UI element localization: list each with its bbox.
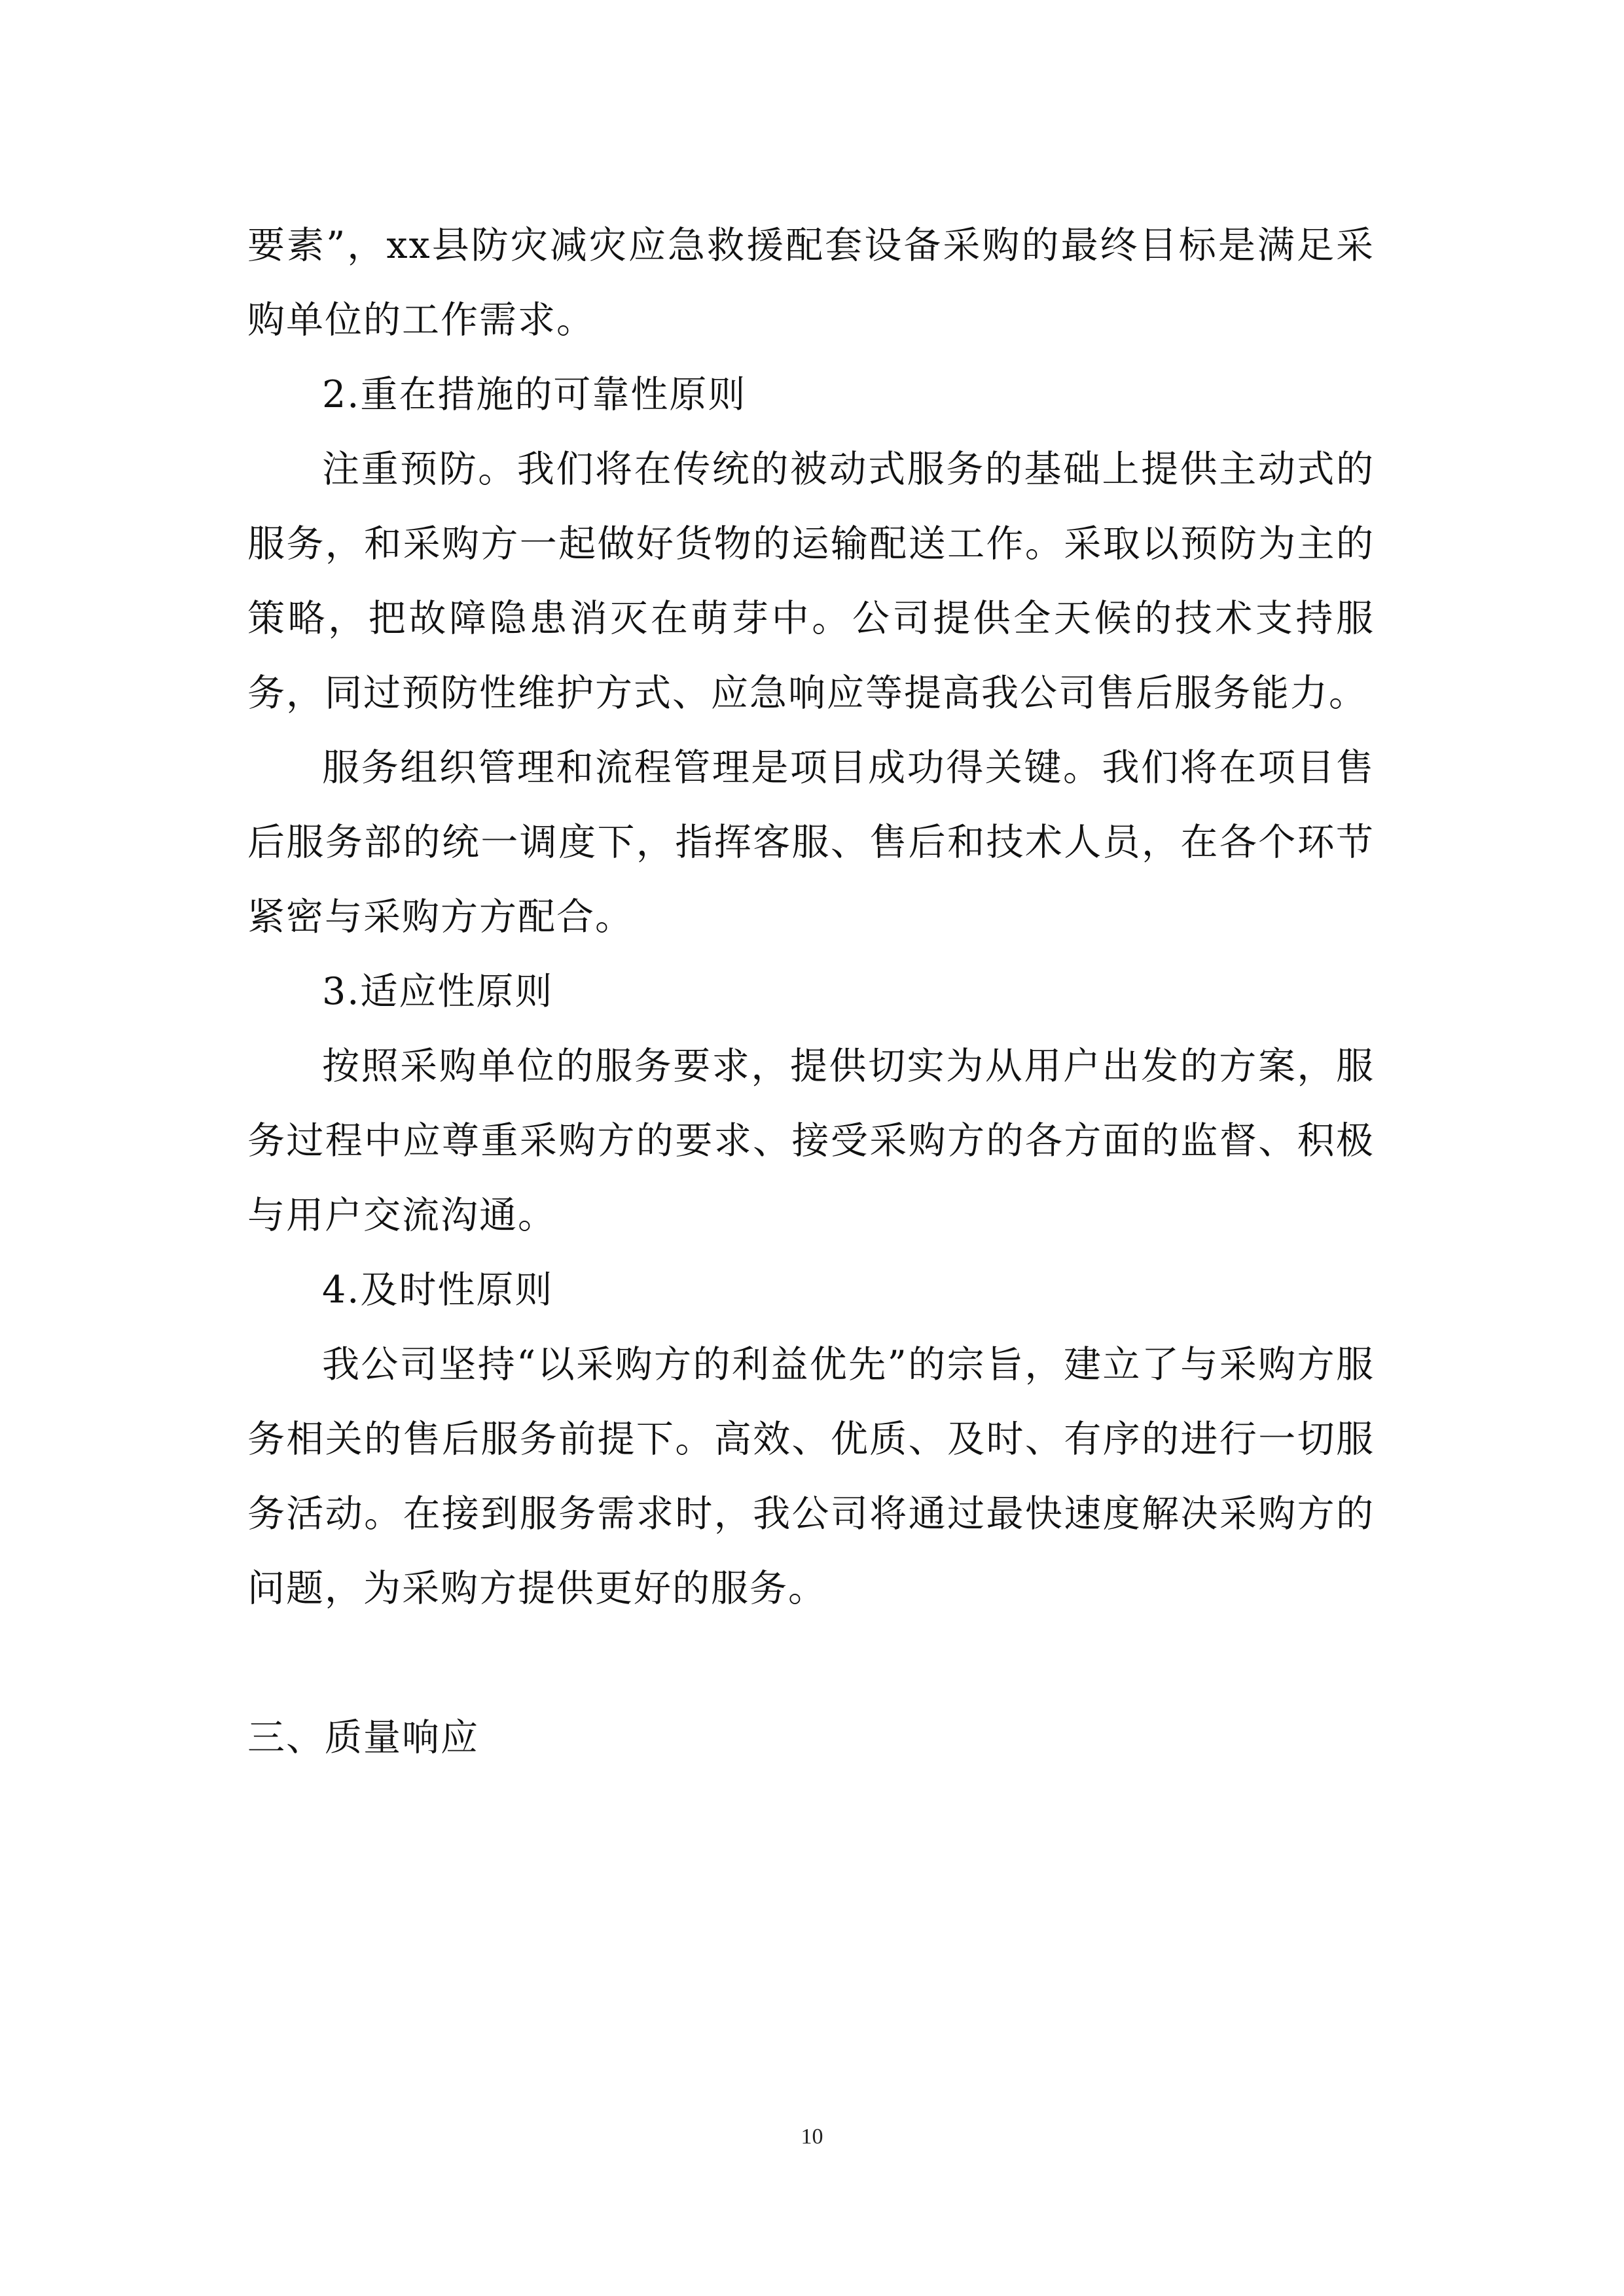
section-heading-quality-response: 三、质量响应 [247, 1716, 479, 1759]
subheading-reliability-principle: 2.重在措施的可靠性原则 [322, 373, 747, 416]
subheading-timeliness-principle: 4.及时性原则 [322, 1268, 554, 1312]
paragraph-continuation: 要素”，xx县防灾减灾应急救援配套设备采购的最终目标是满足采购单位的工作需求。 [247, 224, 1375, 342]
paragraph-timeliness: 我公司坚持“以采购方的利益优先”的宗旨，建立了与采购方服务相关的售后服务前提下。高效、优质、及时、有序的进行一切服务活动。在接到服务需求时，我公司将通过最快速度解决采购方的问题，为采购方提供更好的服务。 [247, 1343, 1375, 1610]
paragraph-service-management: 服务组织管理和流程管理是项目成功得关键。我们将在项目售后服务部的统一调度下，指挥客服、售后和技术人员，在各个环节紧密与采购方方配合。 [247, 746, 1375, 939]
document-body [247, 208, 1375, 1775]
paragraph-prevention: 注重预防。我们将在传统的被动式服务的基础上提供主动式的服务，和采购方一起做好货物的运输配送工作。采取以预防为主的策略，把故障隐患消灭在萌芽中。公司提供全天候的技术支持服务，同过预防性维护方式、应急响应等提高我公司售后服务能力。 [247, 448, 1375, 715]
subheading-adaptability-principle: 3.适应性原则 [322, 970, 554, 1013]
page-number: 10 [801, 2125, 823, 2149]
paragraph-adaptability: 按照采购单位的服务要求，提供切实为从用户出发的方案，服务过程中应尊重采购方的要求、接受采购方的各方面的监督、积极与用户交流沟通。 [247, 1045, 1375, 1237]
